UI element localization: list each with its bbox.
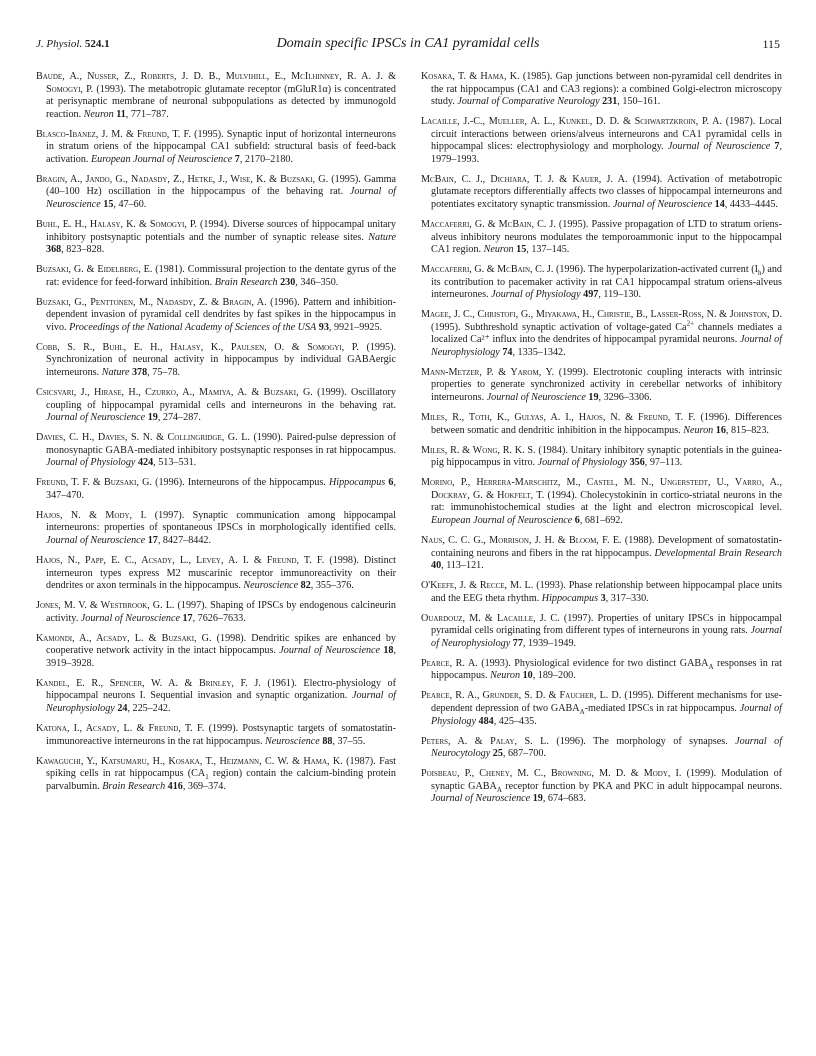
- reference-column-right: [421, 71, 782, 813]
- reference-authors: Hajos, N., Papp, E. C., Acsady, L., Levey, A. I. & Freund, T. F.: [36, 555, 325, 566]
- reference-volume: 17: [182, 612, 193, 624]
- reference-pages: , 225–242.: [127, 702, 171, 714]
- reference-authors: Naus, C. C. G., Morrison, J. H. & Bloom, F. E.: [421, 534, 622, 546]
- reference-volume: 356: [629, 457, 645, 469]
- reference-column-left: [36, 71, 396, 801]
- reference-pages: , 317–330.: [605, 592, 649, 604]
- reference-volume: 15: [516, 244, 527, 256]
- reference-journal: Journal of Physiology: [46, 457, 136, 469]
- reference-entry: [36, 297, 396, 335]
- reference-pages: , 1939–1949.: [522, 637, 577, 649]
- reference-authors: Hajos, N. & Mody, I.: [36, 509, 147, 521]
- reference-journal: Neuroscience: [243, 580, 299, 592]
- reference-authors: Bragin, A., Jando, G., Nadasdy, Z., Hetke, J., Wise, K. & Buzsaki, G.: [36, 173, 329, 185]
- reference-volume: 497: [583, 289, 599, 301]
- reference-entry: [421, 580, 782, 605]
- reference-volume: 416: [167, 780, 183, 792]
- reference-entry: [36, 600, 396, 625]
- reference-pages: , 97–113.: [644, 457, 683, 469]
- reference-volume: 88: [322, 735, 333, 747]
- reference-journal: Journal of Neuroscience: [80, 612, 180, 624]
- reference-title: (1985). Gap junctions between non-pyramidal cell dendrites in the rat hippocampus (CA1 and CA3 regions): a combined Golgi-electron microscopy study.: [431, 71, 782, 108]
- reference-title: (1999). Oscillatory coupling of hippocampal pyramidal cells and interneurons in the behaving rat.: [46, 386, 396, 411]
- reference-pages: , 369–374.: [182, 780, 226, 792]
- reference-authors: Katona, I., Acsady, L. & Freund, T. F.: [36, 723, 205, 735]
- reference-title: receptor function by PKA and PKC in adult hippocampal neurons.: [501, 780, 782, 792]
- reference-journal: Hippocampus: [328, 477, 386, 489]
- reference-volume: 7: [774, 141, 780, 153]
- reference-authors: Buzsaki, G. & Eidelberg, E.: [36, 264, 153, 276]
- reference-volume: 15: [103, 198, 114, 210]
- reference-journal: Journal of Neuroscience: [279, 645, 381, 657]
- reference-authors: Mann-Metzer, P. & Yarom, Y.: [421, 366, 555, 378]
- reference-title: (1996). Differences between somatic and dendritic inhibition in the hippocampus.: [431, 412, 782, 436]
- reference-volume: 484: [478, 715, 494, 727]
- reference-authors: Magee, J. C., Christofi, G., Miyakawa, H., Christie, B., Lasser-Ross, N. & Johnston, D.: [421, 309, 782, 321]
- reference-authors: Csicsvari, J., Hirase, H., Czurko, A., Mamiya, A. & Buzsaki, G.: [36, 386, 313, 398]
- reference-entry: [421, 445, 782, 470]
- reference-volume: 368: [46, 244, 62, 256]
- reference-authors: Poisbeau, P., Cheney, M. C., Browning, M. D. & Mody, I.: [421, 768, 682, 780]
- reference-title-start: (1995). Subthreshold synaptic activation of voltage-gated Ca: [431, 321, 687, 333]
- reference-authors: Miles, R. & Wong, R. K. S.: [421, 444, 536, 456]
- reference-volume: 11: [116, 108, 126, 120]
- reference-pages: , 513–531.: [153, 457, 197, 469]
- reference-title: (1993). The metabotropic glutamate receptor (mGluR1α) is concentrated at perisynaptic membrane of neuronal subpopulations as detected by immunogold reaction.: [46, 83, 396, 120]
- reference-authors: Pearce, R. A.: [421, 657, 478, 669]
- reference-title: (1988). Development of somatostatin-containing neurons and fibers in the rat hippocampus.: [431, 534, 782, 559]
- reference-entry: [421, 768, 782, 806]
- reference-entry: [421, 264, 782, 302]
- reference-title-start: (1999). Modulation of synaptic GABA: [431, 768, 782, 792]
- reference-journal: Journal of Comparative Neurology: [457, 96, 600, 108]
- reference-title: (1993). Phase relationship between hippocampal place units and the EEG theta rhythm.: [431, 580, 782, 604]
- reference-pages: , 150–161.: [617, 96, 661, 108]
- reference-authors: Buzsaki, G., Penttonen, M., Nadasdy, Z. & Bragin, A.: [36, 296, 267, 308]
- reference-entry: [36, 633, 396, 671]
- reference-entry: [421, 613, 782, 651]
- reference-authors: Jones, M. V. & Westbrook, G. L.: [36, 600, 175, 612]
- reference-pages: , 75–78.: [147, 366, 181, 378]
- reference-entry: [36, 432, 396, 470]
- reference-pages: , 347–470.: [46, 477, 396, 501]
- reference-volume: 74: [502, 346, 513, 358]
- reference-volume: 424: [137, 457, 154, 469]
- running-header: [36, 36, 780, 54]
- reference-authors: Kawaguchi, Y., Katsumaru, H., Kosaka, T., Heizmann, C. W. & Hama, K.: [36, 755, 343, 767]
- reference-entry: [421, 477, 782, 527]
- reference-entry: [36, 129, 396, 167]
- reference-authors: Pearce, R. A., Grunder, S. D. & Faucher, L. D.: [421, 690, 622, 702]
- reference-journal: Neuroscience: [265, 735, 320, 747]
- reference-entry: [36, 219, 396, 257]
- reference-entry: [421, 535, 782, 573]
- reference-pages: , 2170–2180.: [239, 153, 293, 165]
- reference-pages: , 274–287.: [157, 412, 201, 424]
- reference-authors: Freund, T. F. & Buzsaki, G.: [36, 477, 152, 489]
- journal-volume: 524.1: [84, 38, 110, 50]
- reference-entry: [36, 678, 396, 716]
- reference-journal: European Journal of Neuroscience: [431, 514, 573, 526]
- reference-title: -mediated IPSCs in rat hippocampus.: [584, 702, 740, 714]
- reference-journal: Nature: [101, 366, 130, 378]
- reference-pages: , 1335–1342.: [512, 346, 566, 358]
- reference-entry: [421, 690, 782, 728]
- reference-volume: 230: [280, 276, 296, 288]
- reference-superscript: 2+: [686, 319, 695, 328]
- reference-volume: 10: [522, 670, 533, 682]
- reference-title: (1984). Unitary inhibitory synaptic potentials in the guinea-pig hippocampus in vitro.: [431, 444, 782, 469]
- reference-journal: Journal of Neuroscience: [486, 392, 586, 404]
- reference-authors: O'Keefe, J. & Recce, M. L.: [421, 580, 534, 592]
- reference-volume: 18: [383, 645, 394, 657]
- reference-entry: [36, 477, 396, 502]
- reference-pages: , 687–700.: [502, 748, 546, 760]
- reference-journal: Journal of Neurophysiology: [431, 625, 782, 649]
- reference-title: (1995). Synchronization of neuronal activity in hippocampus by individual GABAergic interneurons.: [46, 341, 397, 378]
- reference-journal: Journal of Neuroscience: [46, 186, 396, 210]
- reference-journal: Journal of Neurophysiology: [46, 690, 396, 714]
- reference-volume: 25: [492, 748, 503, 760]
- reference-authors: Blasco-Ibanez, J. M. & Freund, T. F.: [36, 128, 191, 140]
- reference-entry: [421, 658, 782, 683]
- reference-pages: , 815–823.: [725, 424, 769, 436]
- reference-journal: Journal of Neuroscience: [46, 534, 146, 546]
- reference-volume: 7: [234, 153, 240, 165]
- reference-journal: Journal of Neurocytology: [431, 735, 783, 760]
- reference-volume: 378: [131, 366, 148, 378]
- reference-title: (1995). Synaptic input of horizontal interneurons in stratum oriens of the hippocampal CA1 subfield: structural basis of feed-back activation.: [46, 128, 396, 165]
- reference-authors: Lacaille, J.-C., Mueller, A. L., Kunkel, D. D. & Schwartzkroin, P. A.: [421, 116, 723, 128]
- reference-pages: , 119–130.: [598, 289, 641, 301]
- reference-pages: , 37–55.: [332, 735, 366, 747]
- reference-journal: Journal of Neuroscience: [431, 793, 531, 805]
- reference-journal: Neuron: [83, 108, 114, 120]
- reference-volume: 231: [602, 96, 618, 108]
- reference-authors: Kamondi, A., Acsady, L. & Buzsaki, G.: [36, 632, 212, 644]
- reference-authors: Maccaferri, G. & McBain, C. J.: [421, 264, 554, 276]
- reference-entry: [421, 309, 782, 359]
- reference-pages: , 189–200.: [532, 670, 576, 682]
- reference-journal: Journal of Neuroscience: [667, 141, 771, 153]
- reference-pages: , 7626–7633.: [192, 612, 246, 624]
- reference-title: region) contain the calcium-binding protein parvalbumin.: [46, 768, 396, 792]
- running-title: Domain specific IPSCs in CA1 pyramidal cells: [276, 36, 540, 51]
- reference-authors: McBain, C. J., Dichiara, T. J. & Kauer, J. A.: [421, 173, 628, 185]
- reference-journal: Neuron: [483, 244, 514, 256]
- reference-pages: , 3296–3306.: [598, 392, 652, 404]
- reference-title: (1990). Paired-pulse depression of monosynaptic GABA-mediated inhibitory postsynaptic responses in rat hippocampus.: [46, 432, 397, 456]
- reference-title: (1987). Local circuit interactions between oriens/alveus interneurons and CA1 pyramidal cells in hippocampal slices: electrophysiology and morphology.: [431, 116, 782, 153]
- reference-entry: [421, 412, 782, 437]
- reference-journal: Journal of Physiology: [431, 702, 782, 727]
- reference-pages: , 47–60.: [113, 198, 147, 210]
- journal-name: J. Physiol.: [36, 38, 83, 50]
- reference-entry: [421, 367, 782, 405]
- reference-title: (1996). Interneurons of the hippocampus.: [151, 477, 329, 489]
- reference-subscript: h: [757, 269, 762, 278]
- reference-entry: [421, 71, 782, 109]
- reference-title: (1995). Gamma (40–100 Hz) oscillation in the hippocampus of the behaving rat.: [46, 173, 396, 198]
- reference-authors: Baude, A., Nusser, Z., Roberts, J. D. B., Mulvihill, E., McIlhinney, R. A. J. & Somogyi, P.: [36, 71, 396, 95]
- reference-subscript: A: [708, 662, 714, 671]
- reference-entry: [36, 71, 396, 121]
- reference-entry: [36, 510, 396, 548]
- reference-pages: , 823–828.: [61, 244, 105, 256]
- reference-pages: , 3919–3928.: [46, 645, 397, 669]
- reference-volume: 93: [318, 321, 329, 333]
- reference-title-start: (1995). Different mechanisms for use-dependent depression of two GABA: [431, 690, 782, 714]
- reference-authors: Peters, A. & Palay, S. L.: [421, 735, 549, 747]
- reference-journal: Journal of Neuroscience: [46, 412, 146, 424]
- reference-title: (1994). Cholecystokinin in cortico-striatal neurons in the rat: immunohistochemical studies at the light and electron microscopical level.: [431, 489, 782, 514]
- reference-title: ) and its contribution to pacemaker activity in rat CA1 hippocampal stratum oriens-alveus interneurones.: [431, 264, 782, 301]
- reference-pages: , 355–376.: [310, 580, 354, 592]
- reference-volume: 14: [714, 198, 725, 210]
- reference-volume: 40: [431, 560, 442, 572]
- reference-journal: Brain Research: [214, 276, 278, 288]
- reference-authors: Cobb, S. R., Buhl, E. H., Halasy, K., Paulsen, O. & Somogyi, P.: [36, 341, 359, 353]
- reference-pages: , 346–350.: [295, 276, 339, 288]
- reference-authors: Morino, P., Herrera-Marschitz, M., Castel, M. N., Ungerstedt, U., Varro, A., Dockray, G. & Hokfelt, T.: [421, 477, 782, 501]
- reference-journal: Proceedings of the National Academy of Sciences of the USA: [69, 321, 317, 333]
- reference-title: responses in rat hippocampus.: [431, 657, 782, 682]
- reference-authors: Ouardouz, M. & Lacaille, J. C.: [421, 612, 560, 624]
- reference-title: (1994). Activation of metabotropic glutamate receptors differentially affects two classes of hippocampal interneurons and potentiates excitatory synaptic transmission.: [431, 173, 782, 210]
- reference-journal: Developmental Brain Research: [654, 547, 782, 559]
- reference-title-start: (1987). Fast spiking cells in rat hippocampus (CA: [46, 755, 396, 780]
- reference-volume: 6: [574, 514, 580, 526]
- reference-entry: [421, 219, 782, 257]
- reference-pages: , 771–787.: [125, 108, 169, 120]
- reference-authors: Davies, C. H., Davies, S. N. & Collingridge, G. L.: [36, 432, 250, 444]
- page-number: 115: [762, 37, 780, 51]
- reference-journal: Hippocampus: [541, 592, 599, 604]
- reference-journal: Nature: [368, 231, 396, 243]
- reference-title-start: (1993). Physiological evidence for two distinct GABA: [477, 657, 709, 669]
- reference-volume: 3: [600, 592, 606, 604]
- reference-entry: [36, 174, 396, 212]
- reference-title: (1998). Distinct interneuron types express M2 muscarinic receptor immunoreactivity on their dendrites or axon terminals in the hippocampus.: [46, 555, 396, 592]
- reference-pages: , 137–145.: [526, 244, 570, 256]
- reference-title: (1996). Pattern and inhibition-dependent invasion of pyramidal cell dendrites by fast spikes in the hippocampus in vivo.: [46, 296, 396, 333]
- reference-volume: 19: [532, 793, 543, 805]
- reference-journal: Journal of Neurophysiology: [431, 334, 783, 358]
- reference-volume: 19: [588, 392, 599, 404]
- reference-pages: , 4433–4445.: [724, 198, 778, 210]
- reference-authors: Kandel, E. R., Spencer, W. A. & Brinley, F. J.: [36, 677, 261, 689]
- reference-authors: Maccaferri, G. & McBain, C. J.: [421, 218, 556, 230]
- reference-title: (1995). Passive propagation of LTD to stratum oriens-alveus inhibitory neurons modulates the temporoammonic input to the hippocampal CA1 region.: [431, 218, 782, 256]
- reference-authors: Buhl, E. H., Halasy, K. & Somogyi, P.: [36, 218, 197, 230]
- reference-title: (1997). Properties of unitary IPSCs in hippocampal pyramidal cells originating from different types of interneurons in young rats.: [431, 612, 782, 637]
- reference-title: (1997). Shaping of IPSCs by endogenous calcineurin activity.: [46, 600, 396, 624]
- reference-authors: Miles, R., Toth, K., Gulyas, A. I., Hajos, N. & Freund, T. F.: [421, 412, 696, 424]
- reference-title: (1999). Postsynaptic targets of somatostatin-immunoreactive interneurons in the rat hippocampus.: [46, 723, 396, 747]
- reference-title-start: (1996). The hyperpolarization-activated current (I: [553, 264, 758, 276]
- reference-title: (1996). The morphology of synapses.: [548, 735, 736, 747]
- reference-journal: Neuron: [683, 424, 714, 436]
- reference-entry: [36, 756, 396, 794]
- reference-journal: Neuron: [490, 670, 521, 682]
- reference-entry: [36, 387, 396, 425]
- reference-journal: Journal of Physiology: [491, 289, 581, 301]
- reference-volume: 16: [715, 424, 726, 436]
- reference-volume: 24: [117, 702, 128, 714]
- reference-pages: , 425–435.: [493, 715, 537, 727]
- reference-journal: European Journal of Neuroscience: [90, 153, 233, 165]
- reference-pages: , 8427–8442.: [157, 534, 211, 546]
- reference-journal: Journal of Physiology: [537, 457, 628, 469]
- reference-authors: Kosaka, T. & Hama, K.: [421, 71, 520, 82]
- reference-title: (1994). Diverse sources of hippocampal unitary inhibitory postsynaptic potentials and the number of synaptic release sites.: [46, 218, 396, 243]
- reference-journal: Brain Research: [102, 780, 166, 792]
- reference-subscript: A: [579, 708, 585, 716]
- reference-volume: 19: [147, 412, 158, 424]
- reference-entry: [36, 342, 396, 380]
- reference-pages: , 674–683.: [542, 793, 586, 805]
- reference-journal: Journal of Neuroscience: [612, 198, 713, 210]
- reference-subscript: A: [496, 785, 502, 794]
- reference-entry: [36, 723, 396, 748]
- reference-title: (1998). Dendritic spikes are enhanced by cooperative network activity in the intact hippocampus.: [46, 632, 396, 657]
- reference-pages: , 1979–1993.: [431, 141, 783, 165]
- reference-title: (1961). Electro-physiology of hippocampal neurons I. Sequential invasion and synaptic organization.: [46, 677, 396, 702]
- reference-subscript: 1: [205, 773, 209, 782]
- reference-entry: [421, 736, 782, 761]
- reference-volume: 82: [300, 580, 311, 592]
- reference-title: (1999). Electrotonic coupling interacts with intrinsic properties to generate synchronized activity in cerebellar networks of inhibitory interneurons.: [431, 366, 783, 404]
- reference-volume: 77: [512, 637, 523, 649]
- reference-pages: , 113–121.: [441, 560, 484, 572]
- reference-pages: , 681–692.: [579, 514, 623, 526]
- reference-title: channels mediates a localized Ca²⁺ influx into the dendrites of hippocampal pyramidal neurons.: [431, 321, 782, 346]
- reference-entry: [36, 555, 396, 593]
- reference-entry: [36, 264, 396, 289]
- reference-pages: , 9921–9925.: [328, 321, 383, 333]
- reference-entry: [421, 174, 782, 212]
- reference-title: (1981). Commissural projection to the dentate gyrus of the rat: evidence for feed-forward inhibition.: [46, 264, 397, 288]
- reference-volume: 6: [388, 477, 394, 489]
- reference-entry: [421, 116, 782, 166]
- reference-title: (1997). Synaptic communication among hippocampal interneurons: properties of spontaneous IPSCs in morphologically identified cells.: [46, 509, 396, 534]
- reference-volume: 17: [147, 534, 158, 546]
